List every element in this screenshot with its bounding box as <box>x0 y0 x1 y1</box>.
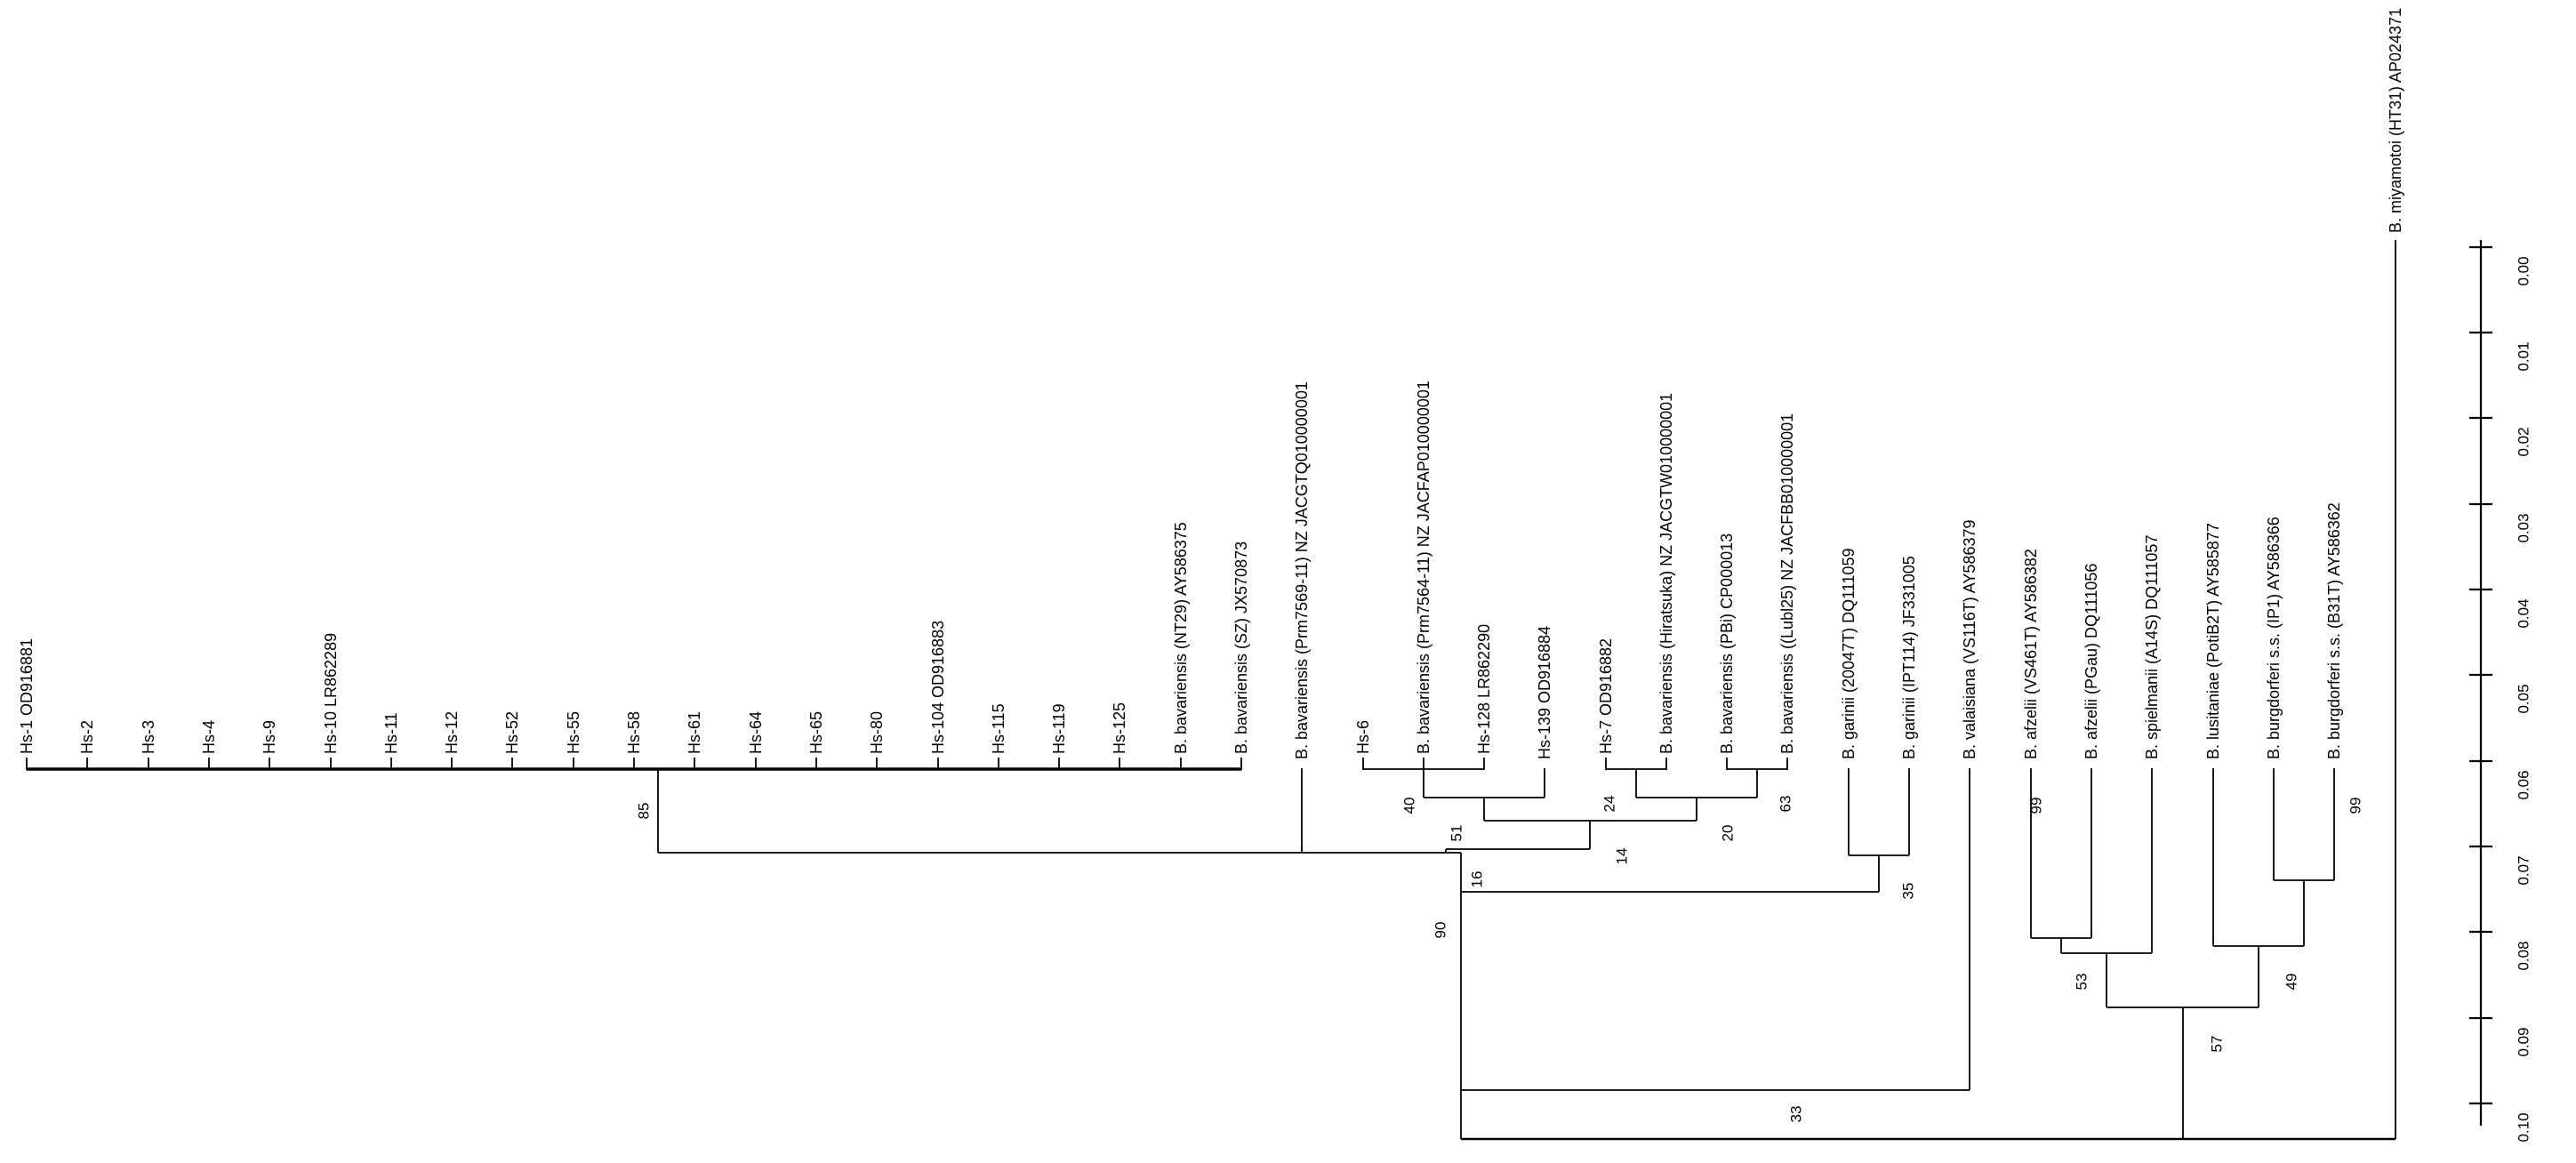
tip-label: B. afzelii (VS461T) AY586382 <box>2022 549 2040 759</box>
scale-tick-label: 0.02 <box>2515 427 2532 457</box>
tip-label: Hs-80 <box>868 710 886 754</box>
scale-tick-label: 0.08 <box>2515 941 2532 971</box>
scale-tick-label: 0.07 <box>2515 855 2532 886</box>
tip-label: B. bavariensis (Prm7569-11) NZ JACGTQ010000001 <box>1293 381 1311 759</box>
tip-label: Hs-115 <box>990 703 1007 754</box>
tip-label: B. valaisiana (VS116T) AY586379 <box>1961 519 1978 759</box>
scale-tick-label: 0.10 <box>2515 1112 2532 1143</box>
tip-label: Hs-64 <box>747 710 765 754</box>
tip-label: Hs-119 <box>1050 703 1068 754</box>
scale-tick-label: 0.04 <box>2515 598 2532 629</box>
scale-tick-label: 0.01 <box>2515 341 2532 372</box>
bootstrap-label: 90 <box>1432 921 1449 939</box>
tip-label: Hs-12 <box>443 710 461 754</box>
tip-label: Hs-10 LR862289 <box>322 632 340 754</box>
scale-tick-label: 0.00 <box>2515 256 2532 286</box>
tip-label: B. bavariensis (NT29) AY586375 <box>1172 522 1190 754</box>
tip-label: Hs-1 OD916881 <box>18 638 36 754</box>
bootstrap-label: 49 <box>2283 973 2300 991</box>
tip-label: B. bavariensis (SZ) JX570873 <box>1232 541 1250 754</box>
bootstrap-label: 16 <box>1468 870 1486 888</box>
tip-label: Hs-11 <box>382 712 400 754</box>
tip-label: Hs-125 <box>1111 702 1128 754</box>
tip-label: B. bavariensis (Prm7564-11) NZ JACFAP010000001 <box>1415 381 1432 754</box>
tip-label: Hs-6 <box>1354 719 1372 754</box>
bootstrap-label: 20 <box>1719 824 1737 842</box>
tip-label: B. spielmanii (A14S) DQ111057 <box>2143 534 2161 759</box>
tip-label: B. burgdorferi s.s. (IP1) AY586366 <box>2265 517 2283 759</box>
tip-label: Hs-9 <box>261 719 278 754</box>
bootstrap-label: 24 <box>1601 795 1618 813</box>
tip-label: B. bavariensis (Hiratsuka) NZ JACGTW010000001 <box>1657 392 1675 754</box>
tip-label: B. miyamotoi (HT31) AP024371 <box>2387 7 2404 233</box>
scale-tick-label: 0.06 <box>2515 770 2532 800</box>
tip-label: Hs-58 <box>625 710 643 754</box>
scale-tick-label: 0.09 <box>2515 1027 2532 1057</box>
tip-label: Hs-55 <box>565 710 582 754</box>
tip-label: Hs-4 <box>200 719 218 754</box>
bootstrap-label: 53 <box>2073 973 2090 991</box>
bootstrap-label: 99 <box>2347 797 2364 814</box>
bootstrap-label: 57 <box>2208 1035 2226 1053</box>
tip-label: B. garinii (IPT114) JF331005 <box>1900 556 1918 759</box>
bootstrap-label: 35 <box>1899 882 1917 900</box>
tip-label: B. bavariensis ((Lubl25) NZ JACFBB010000001 <box>1778 413 1796 754</box>
tip-label: Hs-2 <box>78 719 96 754</box>
bootstrap-label: 63 <box>1777 795 1794 813</box>
tip-label: B. burgdorferi s.s. (B31T) AY586362 <box>2325 502 2343 759</box>
bootstrap-label: 40 <box>1400 797 1418 814</box>
tip-label: B. afzelii (PGau) DQ111056 <box>2082 563 2100 759</box>
tip-label: Hs-128 LR862290 <box>1475 623 1493 754</box>
tip-label: B. bavariensis (PBi) CP000013 <box>1718 533 1736 754</box>
scale-tick-label: 0.05 <box>2515 684 2532 714</box>
tip-label: Hs-52 <box>503 710 521 754</box>
tip-label: Hs-7 OD916882 <box>1597 638 1615 754</box>
bootstrap-label: 51 <box>1448 824 1465 842</box>
tip-label: Hs-139 OD916884 <box>1536 625 1553 759</box>
tip-label: Hs-3 <box>140 719 157 754</box>
bootstrap-label: 33 <box>1787 1105 1805 1123</box>
tip-label: B. garinii (20047T) DQ111059 <box>1840 548 1858 759</box>
tip-label: Hs-65 <box>807 710 825 754</box>
tip-label: Hs-104 OD916883 <box>929 620 947 754</box>
bootstrap-label: 14 <box>1613 847 1631 865</box>
scale-tick-label: 0.03 <box>2515 513 2532 543</box>
bootstrap-label: 85 <box>635 802 653 820</box>
bootstrap-label: 99 <box>2027 797 2045 814</box>
tip-label: B. lusitaniae (PotiB2T) AY585877 <box>2204 523 2222 759</box>
tip-label: Hs-61 <box>686 710 703 754</box>
